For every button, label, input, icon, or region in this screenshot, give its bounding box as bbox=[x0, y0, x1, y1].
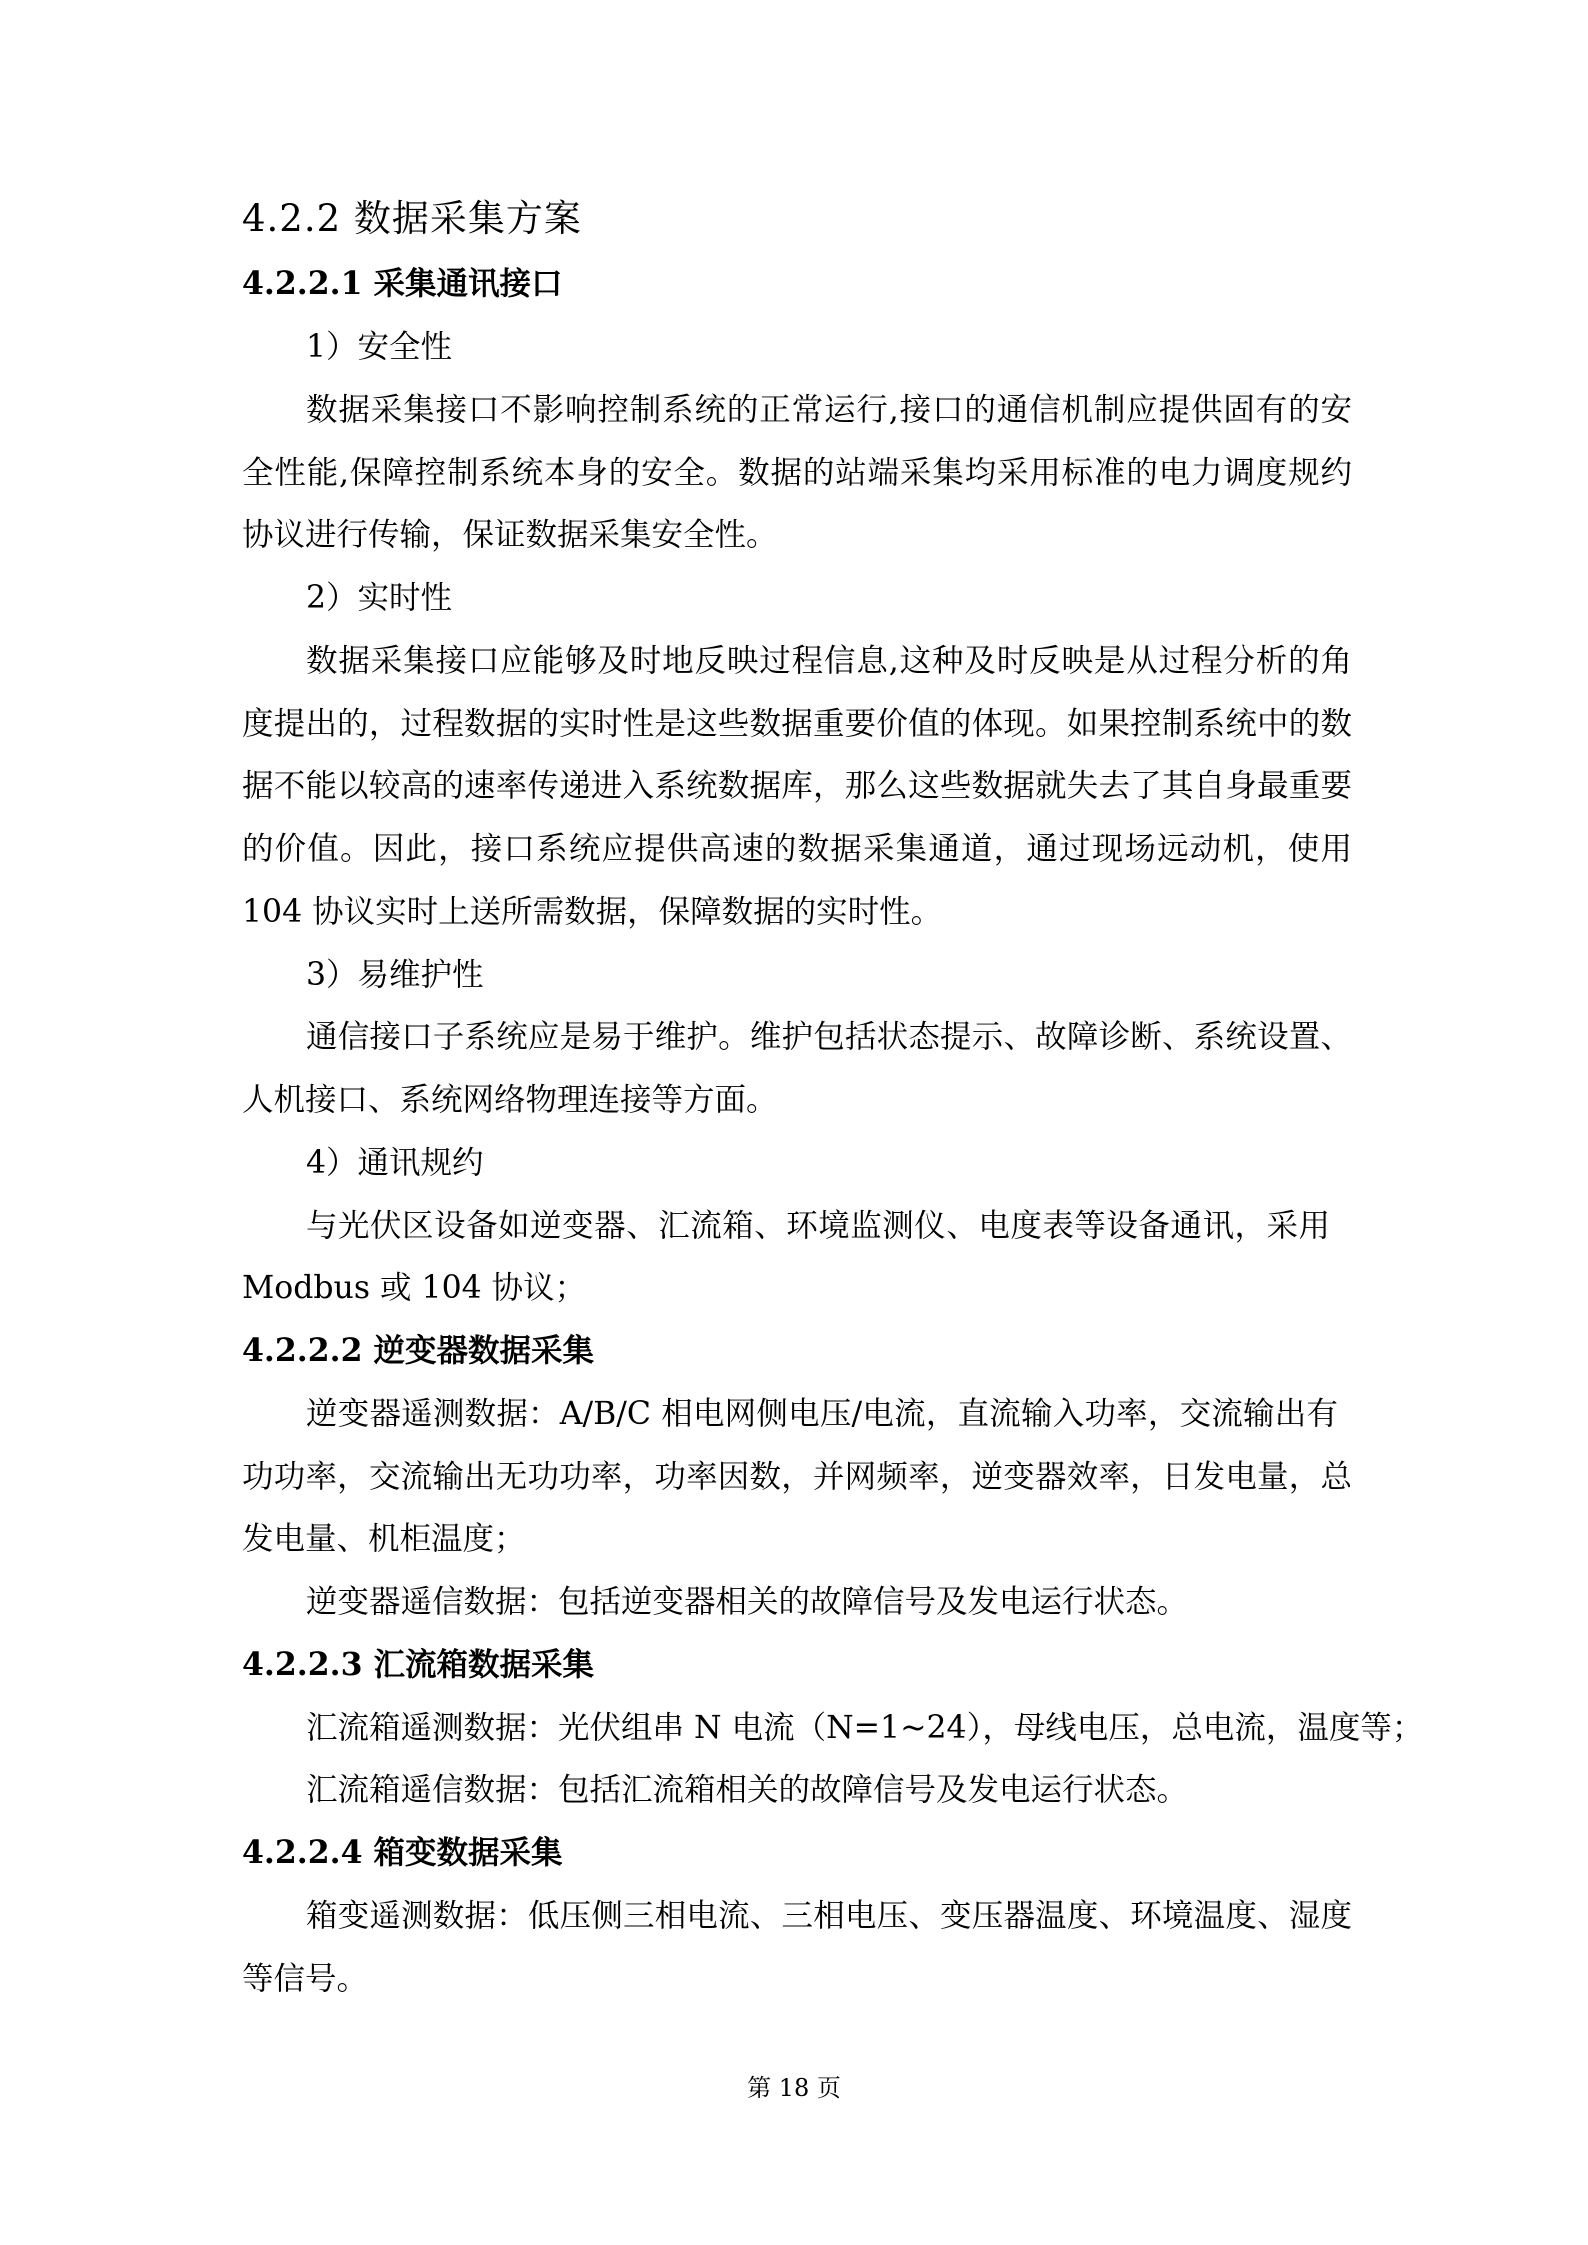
subsection-heading: 4.2.2.1 采集通讯接口 bbox=[242, 265, 563, 303]
paragraph-line: Modbus 或 104 协议； bbox=[242, 1270, 587, 1307]
paragraph-line: 逆变器遥测数据：A/B/C 相电网侧电压/电流，直流输入功率，交流输出有 bbox=[306, 1395, 1338, 1432]
paragraph-line: 与光伏区设备如逆变器、汇流箱、环境监测仪、电度表等设备通讯，采用 bbox=[306, 1207, 1330, 1244]
paragraph-line: 逆变器遥信数据：包括逆变器相关的故障信号及发电运行状态。 bbox=[306, 1584, 1189, 1621]
list-item-realtime bbox=[242, 567, 1352, 944]
subsection-inverter-data bbox=[242, 1320, 1352, 1634]
paragraph bbox=[242, 1571, 1352, 1634]
page-body bbox=[242, 184, 1424, 2010]
paragraph-line: 发电量、机柜温度； bbox=[242, 1521, 526, 1558]
paragraph bbox=[242, 1885, 1352, 2011]
paragraph-line: 人机接口、系统网络物理连接等方面。 bbox=[242, 1082, 778, 1119]
subsection-box-transformer-data bbox=[242, 1822, 1352, 2010]
paragraph-line: 全性能,保障控制系统本身的安全。数据的站端采集均采用标准的电力调度规约 bbox=[242, 454, 1352, 491]
paragraph-line: 的价值。因此，接口系统应提供高速的数据采集通道，通过现场远动机，使用 bbox=[242, 831, 1352, 868]
paragraph bbox=[242, 1383, 1352, 1571]
paragraph-line: 数据采集接口应能够及时地反映过程信息,这种及时反映是从过程分析的角 bbox=[306, 642, 1352, 679]
paragraph bbox=[242, 630, 1352, 944]
item-title: 1）安全性 bbox=[306, 329, 453, 366]
paragraph bbox=[242, 379, 1352, 567]
paragraph bbox=[242, 1006, 1352, 1132]
paragraph-line: 箱变遥测数据：低压侧三相电流、三相电压、变压器温度、环境温度、湿度 bbox=[306, 1897, 1352, 1934]
page-number: 第 18 页 bbox=[747, 2074, 841, 2102]
paragraph-line: 协议进行传输，保证数据采集安全性。 bbox=[242, 517, 778, 554]
paragraph-line: 功功率，交流输出无功功率，功率因数，并网频率，逆变器效率，日发电量，总 bbox=[242, 1458, 1352, 1495]
paragraph-line: 通信接口子系统应是易于维护。维护包括状态提示、故障诊断、系统设置、 bbox=[306, 1019, 1352, 1056]
list-item-protocol bbox=[242, 1132, 1352, 1320]
paragraph-line: 数据采集接口不影响控制系统的正常运行,接口的通信机制应提供固有的安 bbox=[306, 391, 1352, 428]
item-title: 3）易维护性 bbox=[306, 956, 484, 993]
subsection-combiner-box-data bbox=[242, 1634, 1424, 1822]
paragraph-line: 汇流箱遥测数据：光伏组串 N 电流（N=1~24），母线电压，总电流，温度等； bbox=[306, 1709, 1424, 1746]
paragraph-line: 汇流箱遥信数据：包括汇流箱相关的故障信号及发电运行状态。 bbox=[306, 1772, 1189, 1809]
list-item-safety bbox=[242, 316, 1352, 567]
item-title: 2）实时性 bbox=[306, 580, 453, 617]
list-item-maintainability bbox=[242, 944, 1352, 1132]
paragraph-line: 度提出的，过程数据的实时性是这些数据重要价值的体现。如果控制系统中的数 bbox=[242, 705, 1352, 742]
section-title: 4.2.2 数据采集方案 bbox=[242, 197, 582, 240]
paragraph-line: 据不能以较高的速率传递进入系统数据库，那么这些数据就失去了其自身最重要 bbox=[242, 768, 1352, 805]
subsection-communication-interface bbox=[242, 253, 1352, 1320]
item-title: 4）通讯规约 bbox=[306, 1144, 484, 1181]
paragraph-line: 等信号。 bbox=[242, 1960, 369, 1997]
paragraph bbox=[242, 1195, 1352, 1321]
subsection-heading: 4.2.2.2 逆变器数据采集 bbox=[242, 1332, 595, 1370]
paragraph bbox=[242, 1697, 1424, 1760]
paragraph bbox=[242, 1759, 1352, 1822]
paragraph-line: 104 协议实时上送所需数据，保障数据的实时性。 bbox=[242, 893, 943, 930]
subsection-heading: 4.2.2.3 汇流箱数据采集 bbox=[242, 1645, 595, 1683]
subsection-heading: 4.2.2.4 箱变数据采集 bbox=[242, 1834, 563, 1872]
